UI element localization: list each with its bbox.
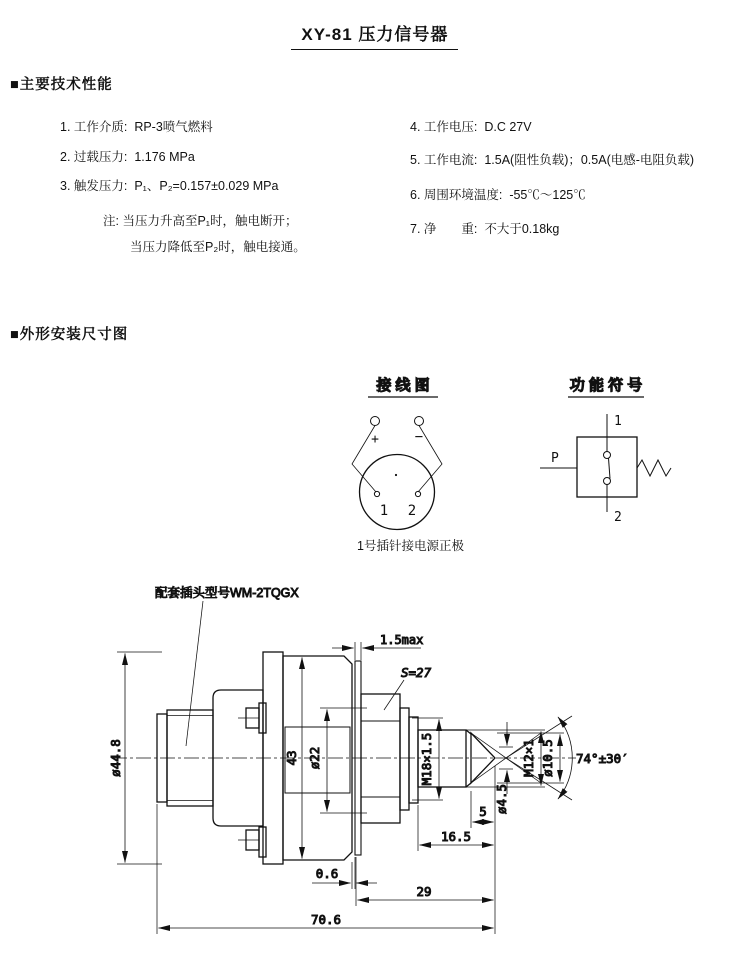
device-drawing: [108, 585, 629, 934]
plug-model-label: 配套插头型号WM-2TQGX: [155, 586, 299, 600]
key-mark: [395, 474, 397, 476]
contact-upper: [604, 452, 611, 459]
outline-heading: ■外形安装尺寸图: [10, 327, 129, 343]
construction-lines: [117, 601, 572, 934]
symbol-title: 功 能 符 号: [569, 377, 643, 394]
dim-angle: 74°±30′: [576, 751, 629, 766]
spec-item-3: 3. 触发压力: P₁、P₂=0.157±0.029 MPa: [60, 179, 279, 193]
dim-s27: S=27: [401, 665, 432, 680]
dim-dia105: ø10.5: [540, 739, 555, 777]
spec-note-2: 当压力降低至P₂时，触电接通。: [130, 240, 306, 254]
wiring-title: 接 线 图: [376, 377, 430, 394]
contact-lower: [604, 478, 611, 485]
terminal-minus-label: −: [414, 429, 424, 445]
specs-heading: ■主要技术性能: [10, 77, 113, 93]
pin-1-label: 1: [379, 503, 389, 519]
dim-15max: 1.5max: [380, 633, 424, 647]
symbol-pin1-label: 1: [614, 414, 622, 429]
dim-5: 5: [479, 804, 487, 819]
spec-item-5: 5. 工作电流: 1.5A(阻性负载)；0.5A(电感-电阻负载): [410, 153, 695, 167]
dim-43: 43: [284, 750, 299, 766]
s27-leader: [384, 680, 404, 710]
page-title: XY-81 压力信号器: [291, 26, 458, 51]
m18-thread: [409, 717, 418, 803]
spec-item-2: 2. 过载压力: 1.176 MPa: [60, 150, 195, 164]
dim-165: 16.5: [440, 829, 472, 844]
dim-06: 0.6: [315, 866, 339, 881]
pin-2-label: 2: [407, 503, 417, 519]
spec-item-1: 1. 工作介质: RP-3喷气燃料: [60, 120, 213, 134]
dim-dia448: ø44.8: [108, 739, 123, 777]
wiring-caption: 1号插针接电源正极: [357, 539, 464, 553]
symbol-pin2-label: 2: [614, 510, 622, 525]
pin-1: [374, 491, 379, 496]
function-symbol: [540, 376, 671, 525]
connector-face: [360, 455, 435, 530]
contact-bar: [609, 458, 611, 478]
spec-note-1: 注: 当压力升高至P₁时，触电断开；: [103, 214, 298, 228]
wiring-diagram: [352, 376, 464, 553]
dim-dia22: ø22: [307, 746, 322, 770]
pin-2: [415, 491, 420, 496]
terminal-plus-label: +: [371, 432, 379, 447]
spec-item-6: 6. 周围环境温度: -55℃～125℃: [410, 188, 586, 202]
hex-nut: [361, 694, 400, 823]
spec-item-4: 4. 工作电压: D.C 27V: [410, 120, 532, 134]
spring-icon: [637, 460, 671, 476]
dim-dia45: ø4.5: [494, 783, 509, 815]
terminal-minus-icon: [415, 417, 424, 426]
dim-29: 29: [416, 884, 432, 899]
plug-leader: [186, 601, 203, 746]
symbol-p-label: P: [551, 451, 559, 466]
spec-item-7: 7. 净 重: 不大于0.18kg: [410, 222, 560, 236]
dimension-labels: [108, 585, 629, 927]
thread-collar: [400, 708, 409, 810]
terminal-plus-icon: [371, 417, 380, 426]
dim-m18: M18×1.5: [419, 732, 434, 786]
dim-m12: M12×1: [521, 739, 536, 777]
dim-706: 70.6: [310, 912, 342, 927]
